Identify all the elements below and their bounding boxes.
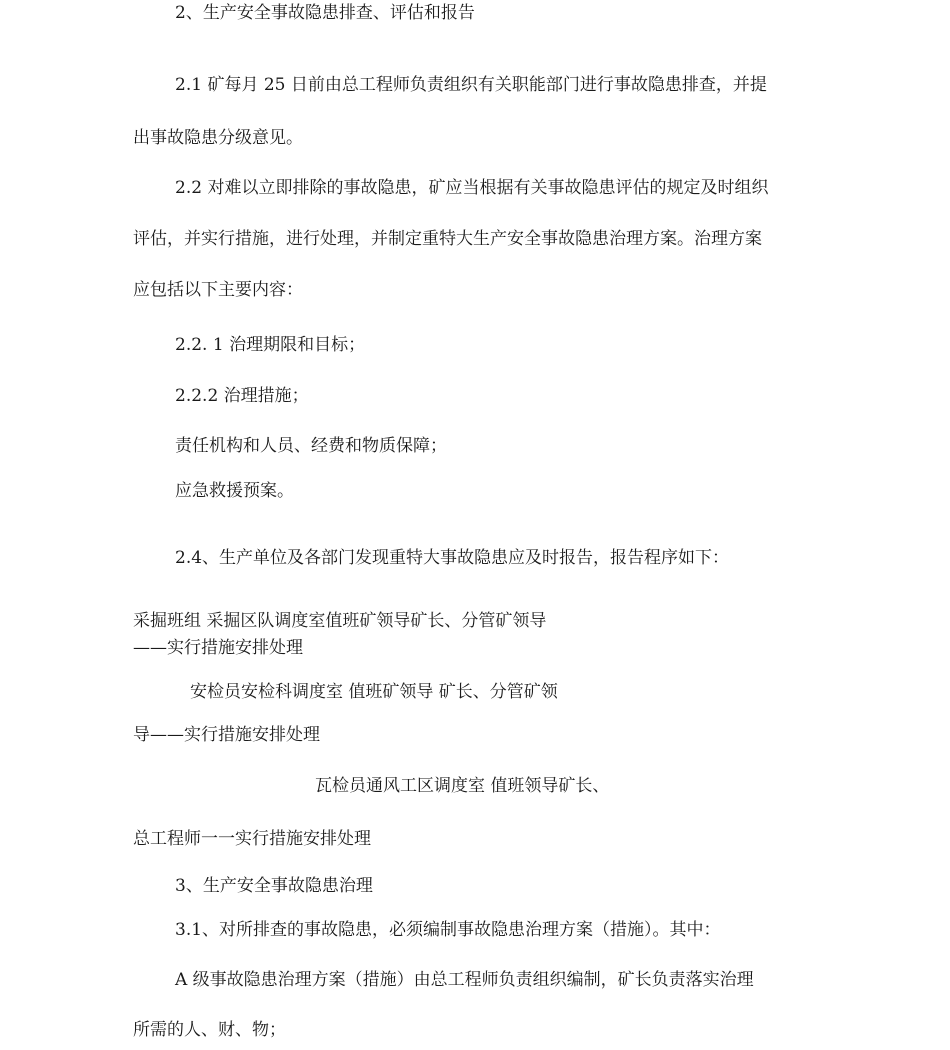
paragraph-2-4: 2.4、生产单位及各部门发现重特大事故隐患应及时报告，报告程序如下： — [175, 548, 730, 568]
paragraph-3-1: 3.1、对所排查的事故隐患，必须编制事故隐患治理方案（措施）。其中： — [175, 920, 721, 940]
report-flow-1-line-2: ——实行措施安排处理 — [133, 638, 303, 658]
report-flow-2-line-2: 导——实行措施安排处理 — [133, 725, 320, 745]
section-heading-2: 2、生产安全事故隐患排查、评估和报告 — [175, 3, 475, 23]
paragraph-a-level-line-1: A 级事故隐患治理方案（措施）由总工程师负责组织编制，矿长负责落实治理 — [175, 970, 754, 990]
paragraph-2-2-line-2: 评估，并实行措施，进行处理，并制定重特大生产安全事故隐患治理方案。治理方案 — [133, 229, 762, 249]
report-flow-3-line-1: 瓦检员通风工区调度室 值班领导矿长、 — [315, 776, 610, 796]
item-2-2-1: 2.2. 1 治理期限和目标； — [175, 335, 366, 355]
paragraph-2-2-line-3: 应包括以下主要内容： — [133, 280, 303, 300]
paragraph-2-1-line-1: 2.1 矿每月 25 日前由总工程师负责组织有关职能部门进行事故隐患排查，并提 — [175, 75, 767, 95]
section-heading-3: 3、生产安全事故隐患治理 — [175, 876, 373, 896]
paragraph-a-level-line-2: 所需的人、财、物； — [133, 1020, 286, 1040]
report-flow-2-line-1: 安检员安检科调度室 值班矿领导 矿长、分管矿领 — [190, 682, 558, 702]
item-emergency-plan: 应急救援预案。 — [175, 481, 294, 501]
report-flow-1-line-1: 采掘班组 采掘区队调度室值班矿领导矿长、分管矿领导 — [133, 611, 547, 631]
item-responsibility: 责任机构和人员、经费和物质保障； — [175, 436, 447, 456]
report-flow-3-line-2: 总工程师一一实行措施安排处理 — [133, 829, 371, 849]
paragraph-2-1-line-2: 出事故隐患分级意见。 — [133, 128, 303, 148]
item-2-2-2: 2.2.2 治理措施； — [175, 386, 309, 406]
paragraph-2-2-line-1: 2.2 对难以立即排除的事故隐患，矿应当根据有关事故隐患评估的规定及时组织 — [175, 178, 769, 198]
